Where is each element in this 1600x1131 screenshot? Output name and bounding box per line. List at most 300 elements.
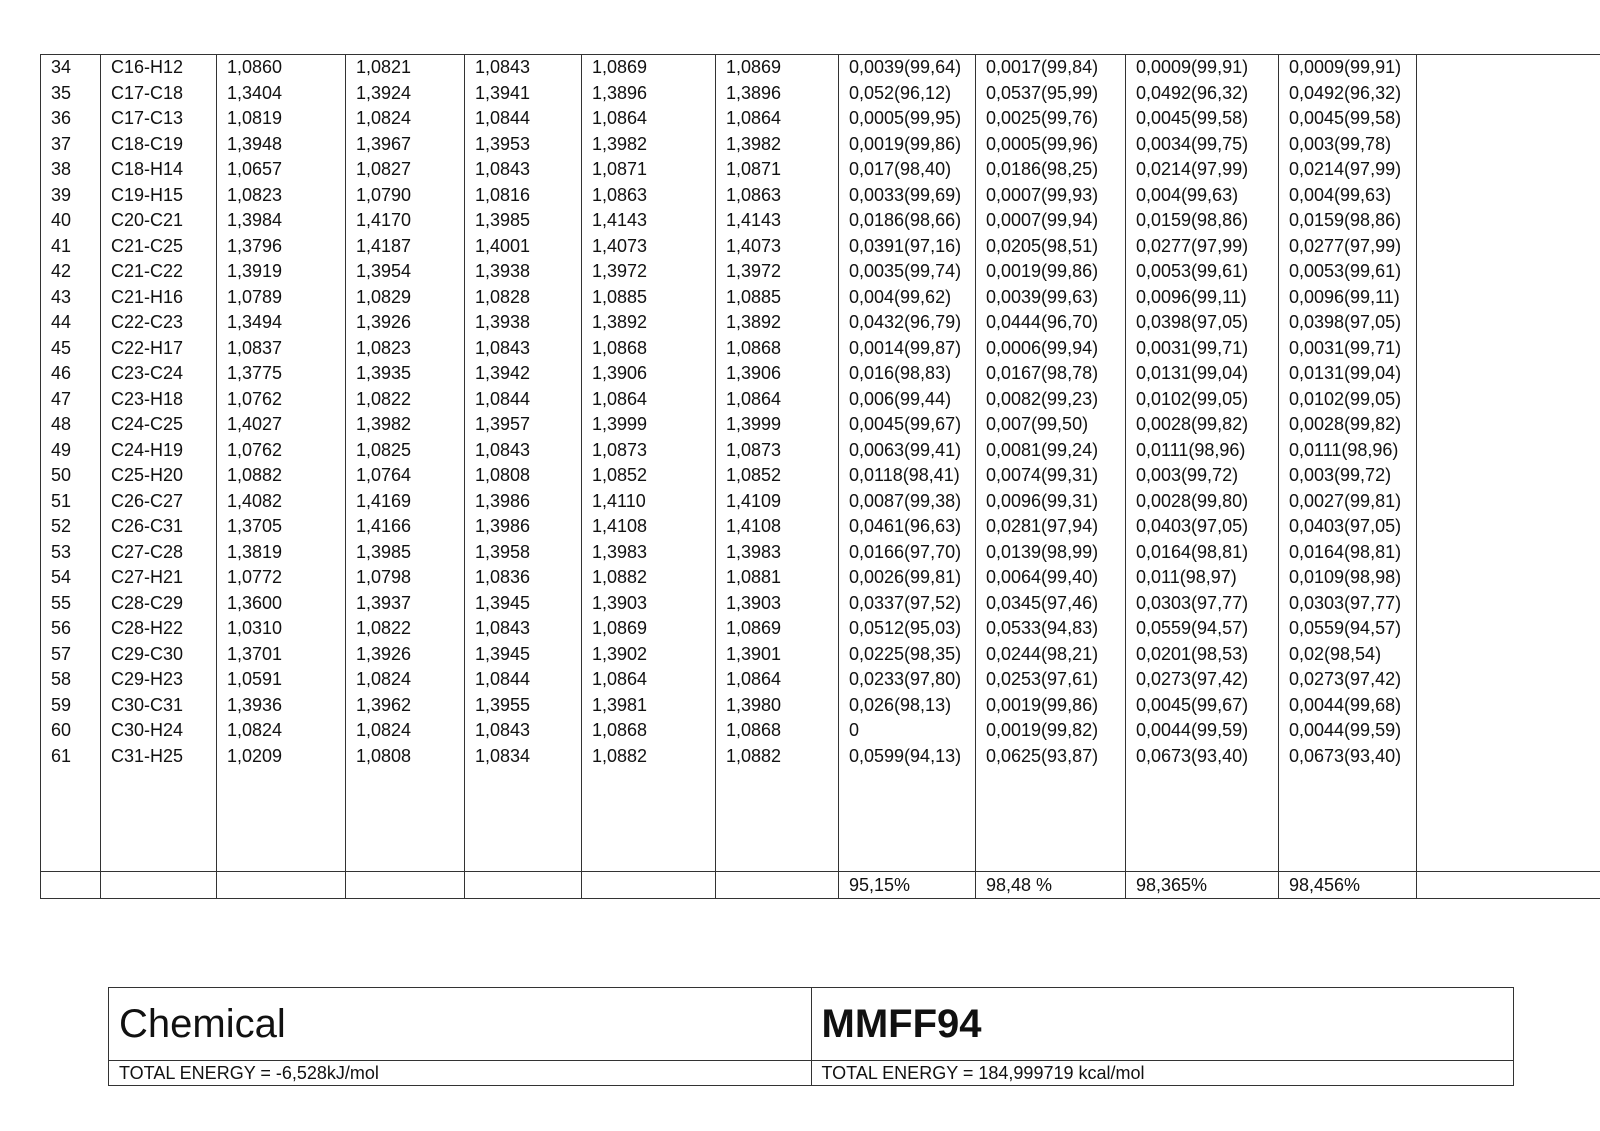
table-cell: 42 — [41, 259, 101, 285]
table-cell: 0,0044(99,59) — [1126, 718, 1279, 744]
table-cell: 0,0131(99,04) — [1279, 361, 1417, 387]
table-cell: 0,0053(99,61) — [1126, 259, 1279, 285]
table-cell: 1,0828 — [465, 285, 582, 311]
table-cell: 0,0096(99,31) — [976, 489, 1126, 515]
table-cell: C22-C23 — [101, 310, 217, 336]
table-cell: 1,0790 — [346, 183, 465, 209]
table-cell: 1,4143 — [582, 208, 716, 234]
table-cell: 1,0868 — [716, 718, 839, 744]
table-cell: 0,0111(98,96) — [1279, 438, 1417, 464]
table-cell: 1,3796 — [217, 234, 346, 260]
table-cell: 1,3982 — [582, 132, 716, 158]
table-row — [41, 463, 1600, 489]
table-cell: 1,3901 — [716, 642, 839, 668]
table-cell: 0,0625(93,87) — [976, 744, 1126, 770]
table-cell: 0,0167(98,78) — [976, 361, 1126, 387]
table-cell: 1,4073 — [582, 234, 716, 260]
total-cell — [346, 872, 465, 899]
table-cell: 1,3938 — [465, 310, 582, 336]
table-cell: 0,004(99,62) — [839, 285, 976, 311]
table-cell: 35 — [41, 81, 101, 107]
table-cell — [1417, 438, 1600, 464]
table-cell: 1,3955 — [465, 693, 582, 719]
table-cell: 1,0844 — [465, 387, 582, 413]
table-cell — [1417, 744, 1600, 770]
table-cell: 58 — [41, 667, 101, 693]
table-cell: 1,0852 — [716, 463, 839, 489]
table-cell: 0,017(98,40) — [839, 157, 976, 183]
table-row — [41, 387, 1600, 413]
table-cell — [1417, 183, 1600, 209]
table-row — [41, 412, 1600, 438]
table-cell: 1,3972 — [582, 259, 716, 285]
table-cell: 1,0816 — [465, 183, 582, 209]
table-cell: 0,0019(99,86) — [976, 693, 1126, 719]
table-cell: 0,0074(99,31) — [976, 463, 1126, 489]
table-cell: 1,4169 — [346, 489, 465, 515]
table-row — [41, 361, 1600, 387]
table-cell: 1,3954 — [346, 259, 465, 285]
table-cell: 1,3999 — [716, 412, 839, 438]
total-cell — [101, 872, 217, 899]
table-cell: 1,3982 — [346, 412, 465, 438]
table-cell: 0,0009(99,91) — [1126, 55, 1279, 81]
table-row — [41, 642, 1600, 668]
table-cell: 0,0225(98,35) — [839, 642, 976, 668]
table-cell: 1,3892 — [582, 310, 716, 336]
totals-row — [41, 872, 1600, 899]
table-cell: 1,3938 — [465, 259, 582, 285]
table-cell: 1,3942 — [465, 361, 582, 387]
table-cell: 1,4143 — [716, 208, 839, 234]
table-row — [41, 667, 1600, 693]
table-row — [41, 285, 1600, 311]
table-cell: 0,0045(99,58) — [1126, 106, 1279, 132]
table-cell: C23-C24 — [101, 361, 217, 387]
table-cell — [1417, 693, 1600, 719]
table-row — [41, 565, 1600, 591]
table-cell: 1,0864 — [582, 106, 716, 132]
table-cell: 0,0009(99,91) — [1279, 55, 1417, 81]
table-cell: 0,0303(97,77) — [1279, 591, 1417, 617]
table-cell — [1417, 259, 1600, 285]
table-cell: 0,0045(99,58) — [1279, 106, 1417, 132]
table-cell: 1,3937 — [346, 591, 465, 617]
table-cell: 1,3986 — [465, 514, 582, 540]
table-cell: 0,016(98,83) — [839, 361, 976, 387]
table-cell: 1,0822 — [346, 387, 465, 413]
table-cell: 0,003(99,78) — [1279, 132, 1417, 158]
table-cell: 53 — [41, 540, 101, 566]
table-cell: 1,0869 — [582, 616, 716, 642]
table-cell: 0,0403(97,05) — [1279, 514, 1417, 540]
table-cell: 1,0868 — [716, 336, 839, 362]
table-row — [41, 55, 1600, 81]
table-cell: 1,0823 — [346, 336, 465, 362]
table-cell: 1,3948 — [217, 132, 346, 158]
total-cell: 98,456% — [1279, 872, 1417, 899]
table-cell: 0,0014(99,87) — [839, 336, 976, 362]
table-cell: C28-C29 — [101, 591, 217, 617]
table-cell: 0,0064(99,40) — [976, 565, 1126, 591]
table-cell — [1417, 285, 1600, 311]
table-cell: 1,0863 — [582, 183, 716, 209]
table-cell: 1,4109 — [716, 489, 839, 515]
table-cell: 1,0882 — [217, 463, 346, 489]
table-cell: 0,0164(98,81) — [1279, 540, 1417, 566]
table-cell: 48 — [41, 412, 101, 438]
table-cell — [1417, 234, 1600, 260]
total-cell — [716, 872, 839, 899]
table-cell: 49 — [41, 438, 101, 464]
table-cell — [1417, 310, 1600, 336]
table-row — [41, 132, 1600, 158]
table-cell: 1,3984 — [217, 208, 346, 234]
table-cell — [1417, 412, 1600, 438]
table-cell: 0,0512(95,03) — [839, 616, 976, 642]
table-cell — [1417, 55, 1600, 81]
table-cell: 1,0869 — [716, 616, 839, 642]
table-cell: 1,4187 — [346, 234, 465, 260]
table-cell: 1,0864 — [582, 667, 716, 693]
table-cell: 56 — [41, 616, 101, 642]
table-cell: 1,0843 — [465, 55, 582, 81]
table-cell: 1,3903 — [716, 591, 839, 617]
table-cell: 1,3924 — [346, 81, 465, 107]
table-cell: 55 — [41, 591, 101, 617]
table-cell: 0,0096(99,11) — [1279, 285, 1417, 311]
table-cell: 1,0843 — [465, 616, 582, 642]
table-cell: 0,006(99,44) — [839, 387, 976, 413]
table-cell: 1,3902 — [582, 642, 716, 668]
table-cell: 1,0808 — [465, 463, 582, 489]
table-cell: 1,0843 — [465, 438, 582, 464]
table-row — [41, 744, 1600, 770]
table-cell: 0,0186(98,25) — [976, 157, 1126, 183]
table-cell: 0,0096(99,11) — [1126, 285, 1279, 311]
table-cell: 1,0863 — [716, 183, 839, 209]
table-cell: 0,0492(96,32) — [1126, 81, 1279, 107]
table-cell: 1,3972 — [716, 259, 839, 285]
table-cell: 0,0087(99,38) — [839, 489, 976, 515]
table-cell: 1,0882 — [582, 565, 716, 591]
table-cell: 0,0205(98,51) — [976, 234, 1126, 260]
table-cell: C31-H25 — [101, 744, 217, 770]
table-cell: 0,0109(98,98) — [1279, 565, 1417, 591]
table-cell: 59 — [41, 693, 101, 719]
table-cell: 1,0864 — [716, 106, 839, 132]
table-cell: C24-C25 — [101, 412, 217, 438]
table-cell: 1,3892 — [716, 310, 839, 336]
table-cell: 1,4001 — [465, 234, 582, 260]
table-cell: 0,0244(98,21) — [976, 642, 1126, 668]
table-cell: 0,0007(99,93) — [976, 183, 1126, 209]
table-cell: 1,0871 — [716, 157, 839, 183]
table-cell: 0,0559(94,57) — [1126, 616, 1279, 642]
table-cell — [1417, 81, 1600, 107]
table-cell: C18-C19 — [101, 132, 217, 158]
table-cell: 0,0214(97,99) — [1126, 157, 1279, 183]
table-cell: 0,0044(99,68) — [1279, 693, 1417, 719]
table-cell — [1417, 387, 1600, 413]
table-cell: 1,4170 — [346, 208, 465, 234]
table-cell: 1,3958 — [465, 540, 582, 566]
table-cell: 0,0025(99,76) — [976, 106, 1126, 132]
table-row — [41, 489, 1600, 515]
table-cell: 0,0281(97,94) — [976, 514, 1126, 540]
table-cell: 0,0186(98,66) — [839, 208, 976, 234]
table-cell: 1,3957 — [465, 412, 582, 438]
table-cell: C23-H18 — [101, 387, 217, 413]
total-cell — [217, 872, 346, 899]
table-cell: 1,0837 — [217, 336, 346, 362]
table-cell: 1,0834 — [465, 744, 582, 770]
table-cell: 1,0819 — [217, 106, 346, 132]
table-cell: 1,0843 — [465, 336, 582, 362]
table-cell: 0,0461(96,63) — [839, 514, 976, 540]
table-cell — [1417, 514, 1600, 540]
table-cell: 0,011(98,97) — [1126, 565, 1279, 591]
table-cell: 1,0823 — [217, 183, 346, 209]
table-cell: 1,0868 — [582, 336, 716, 362]
table-cell: 0,0039(99,63) — [976, 285, 1126, 311]
table-cell: 0,0492(96,32) — [1279, 81, 1417, 107]
table-cell: 1,0764 — [346, 463, 465, 489]
table-cell: 0,0034(99,75) — [1126, 132, 1279, 158]
table-cell: 1,3600 — [217, 591, 346, 617]
table-cell — [1417, 132, 1600, 158]
table-cell: 1,0829 — [346, 285, 465, 311]
table-cell: 0,02(98,54) — [1279, 642, 1417, 668]
table-cell: 40 — [41, 208, 101, 234]
table-cell: C18-H14 — [101, 157, 217, 183]
table-cell: 1,3906 — [716, 361, 839, 387]
table-cell: 0,0017(99,84) — [976, 55, 1126, 81]
table-cell: 0,0027(99,81) — [1279, 489, 1417, 515]
table-cell: 0,0053(99,61) — [1279, 259, 1417, 285]
table-cell: 0,0277(97,99) — [1126, 234, 1279, 260]
table-cell: 1,0827 — [346, 157, 465, 183]
table-cell: 1,0885 — [582, 285, 716, 311]
table-cell: C29-C30 — [101, 642, 217, 668]
table-cell: C25-H20 — [101, 463, 217, 489]
table-cell: 0,0559(94,57) — [1279, 616, 1417, 642]
table-cell: 1,3983 — [582, 540, 716, 566]
table-cell: 0,0044(99,59) — [1279, 718, 1417, 744]
table-cell: 1,0873 — [582, 438, 716, 464]
table-cell: 1,3775 — [217, 361, 346, 387]
table-cell: C30-C31 — [101, 693, 217, 719]
table-cell: 0,0031(99,71) — [1279, 336, 1417, 362]
table-cell: 0,0273(97,42) — [1279, 667, 1417, 693]
table-cell: 1,4108 — [582, 514, 716, 540]
table-cell: 1,3986 — [465, 489, 582, 515]
table-cell: 0,0006(99,94) — [976, 336, 1126, 362]
table-cell: 1,0869 — [716, 55, 839, 81]
table-cell: 0,0102(99,05) — [1279, 387, 1417, 413]
table-cell: 0,0005(99,96) — [976, 132, 1126, 158]
table-cell: 0,0139(98,99) — [976, 540, 1126, 566]
energy-value-row — [109, 1061, 1514, 1086]
table-cell: 1,0873 — [716, 438, 839, 464]
table-cell: 57 — [41, 642, 101, 668]
table-row — [41, 693, 1600, 719]
table-cell: 1,3983 — [716, 540, 839, 566]
table-cell: 1,0844 — [465, 106, 582, 132]
table-cell: 0,0026(99,81) — [839, 565, 976, 591]
table-cell: 0,0337(97,52) — [839, 591, 976, 617]
table-cell: 1,3404 — [217, 81, 346, 107]
table-row — [41, 234, 1600, 260]
mmff94-total-energy: TOTAL ENERGY = 184,999719 kcal/mol — [811, 1061, 1514, 1086]
table-cell: 0,0045(99,67) — [839, 412, 976, 438]
table-cell: 0,0444(96,70) — [976, 310, 1126, 336]
table-cell: 0,0035(99,74) — [839, 259, 976, 285]
table-cell: C21-C22 — [101, 259, 217, 285]
table-cell: 1,0864 — [716, 387, 839, 413]
table-row — [41, 591, 1600, 617]
table-cell: 61 — [41, 744, 101, 770]
table-cell: 0,0028(99,80) — [1126, 489, 1279, 515]
table-row — [41, 336, 1600, 362]
table-row — [41, 310, 1600, 336]
total-cell: 98,365% — [1126, 872, 1279, 899]
table-cell: 1,3945 — [465, 591, 582, 617]
table-cell: 0,026(98,13) — [839, 693, 976, 719]
table-row — [41, 540, 1600, 566]
table-cell: 1,0762 — [217, 438, 346, 464]
table-cell: 1,0864 — [716, 667, 839, 693]
table-cell: 1,4073 — [716, 234, 839, 260]
table-cell: 1,3919 — [217, 259, 346, 285]
table-cell: 0,0019(99,86) — [839, 132, 976, 158]
table-cell: 0,0111(98,96) — [1126, 438, 1279, 464]
table-cell: 0,0118(98,41) — [839, 463, 976, 489]
table-cell: 1,0798 — [346, 565, 465, 591]
table-cell: C24-H19 — [101, 438, 217, 464]
table-cell: 0,0398(97,05) — [1126, 310, 1279, 336]
table-cell: 1,3896 — [582, 81, 716, 107]
table-cell: 1,0836 — [465, 565, 582, 591]
table-cell: 1,0881 — [716, 565, 839, 591]
table-cell: 1,0209 — [217, 744, 346, 770]
table-cell: 52 — [41, 514, 101, 540]
table-cell: 0,0019(99,82) — [976, 718, 1126, 744]
table-cell: 0,0599(94,13) — [839, 744, 976, 770]
table-cell: 1,0868 — [582, 718, 716, 744]
table-cell: 1,3980 — [716, 693, 839, 719]
table-cell: 1,0844 — [465, 667, 582, 693]
table-cell: 0,0303(97,77) — [1126, 591, 1279, 617]
table-cell: C27-C28 — [101, 540, 217, 566]
table-cell: 0,0164(98,81) — [1126, 540, 1279, 566]
table-cell: 60 — [41, 718, 101, 744]
table-cell: 1,0885 — [716, 285, 839, 311]
table-cell: 0,0131(99,04) — [1126, 361, 1279, 387]
table-cell — [1417, 667, 1600, 693]
table-cell: 0,0031(99,71) — [1126, 336, 1279, 362]
table-cell: 1,3903 — [582, 591, 716, 617]
table-cell: 1,3906 — [582, 361, 716, 387]
total-cell — [1417, 872, 1600, 899]
table-cell: 0,0028(99,82) — [1279, 412, 1417, 438]
table-cell: 1,0310 — [217, 616, 346, 642]
table-cell: 0,0045(99,67) — [1126, 693, 1279, 719]
table-cell: 1,4108 — [716, 514, 839, 540]
table-cell: 1,3999 — [582, 412, 716, 438]
table-cell: 1,3701 — [217, 642, 346, 668]
table-cell: C16-H12 — [101, 55, 217, 81]
table-cell: C21-H16 — [101, 285, 217, 311]
table-cell: 1,3953 — [465, 132, 582, 158]
table-cell: 1,3819 — [217, 540, 346, 566]
table-cell — [1417, 489, 1600, 515]
table-cell: 0,004(99,63) — [1279, 183, 1417, 209]
total-cell: 98,48 % — [976, 872, 1126, 899]
table-cell: 1,3494 — [217, 310, 346, 336]
table-cell — [1417, 361, 1600, 387]
table-cell: 51 — [41, 489, 101, 515]
table-cell: 0,0673(93,40) — [1126, 744, 1279, 770]
table-cell: 1,3985 — [465, 208, 582, 234]
table-cell: 1,0808 — [346, 744, 465, 770]
table-cell: 50 — [41, 463, 101, 489]
table-cell: 1,0821 — [346, 55, 465, 81]
table-cell: 1,0860 — [217, 55, 346, 81]
energy-comparison-table — [108, 987, 1514, 1086]
table-cell — [1417, 106, 1600, 132]
bond-length-table — [40, 54, 1600, 899]
table-row — [41, 259, 1600, 285]
table-cell: 0,0033(99,69) — [839, 183, 976, 209]
table-cell: 0,0273(97,42) — [1126, 667, 1279, 693]
table-cell: 0,0398(97,05) — [1279, 310, 1417, 336]
table-cell: 0,007(99,50) — [976, 412, 1126, 438]
table-cell: C30-H24 — [101, 718, 217, 744]
table-cell: 47 — [41, 387, 101, 413]
table-cell: 0,003(99,72) — [1126, 463, 1279, 489]
table-cell: 1,0843 — [465, 157, 582, 183]
table-cell: C21-C25 — [101, 234, 217, 260]
total-cell — [41, 872, 101, 899]
table-row — [41, 183, 1600, 209]
table-cell: 1,3967 — [346, 132, 465, 158]
table-cell: 1,4082 — [217, 489, 346, 515]
table-cell: 1,0824 — [346, 667, 465, 693]
table-cell: 0,004(99,63) — [1126, 183, 1279, 209]
table-row — [41, 438, 1600, 464]
table-cell: C20-C21 — [101, 208, 217, 234]
table-cell: C17-C18 — [101, 81, 217, 107]
table-cell: 1,3941 — [465, 81, 582, 107]
table-cell: 0,0019(99,86) — [976, 259, 1126, 285]
table-cell: 0,0233(97,80) — [839, 667, 976, 693]
table-cell: 1,4110 — [582, 489, 716, 515]
table-cell: 1,0843 — [465, 718, 582, 744]
table-cell: 0,0039(99,64) — [839, 55, 976, 81]
table-row — [41, 81, 1600, 107]
total-cell — [465, 872, 582, 899]
table-cell: 1,3935 — [346, 361, 465, 387]
table-cell: 0,052(96,12) — [839, 81, 976, 107]
table-row — [41, 157, 1600, 183]
table-cell: 1,0869 — [582, 55, 716, 81]
table-cell — [1417, 157, 1600, 183]
table-cell — [1417, 718, 1600, 744]
table-cell: 1,3936 — [217, 693, 346, 719]
table-cell: 1,0824 — [346, 106, 465, 132]
table-cell: 1,3962 — [346, 693, 465, 719]
